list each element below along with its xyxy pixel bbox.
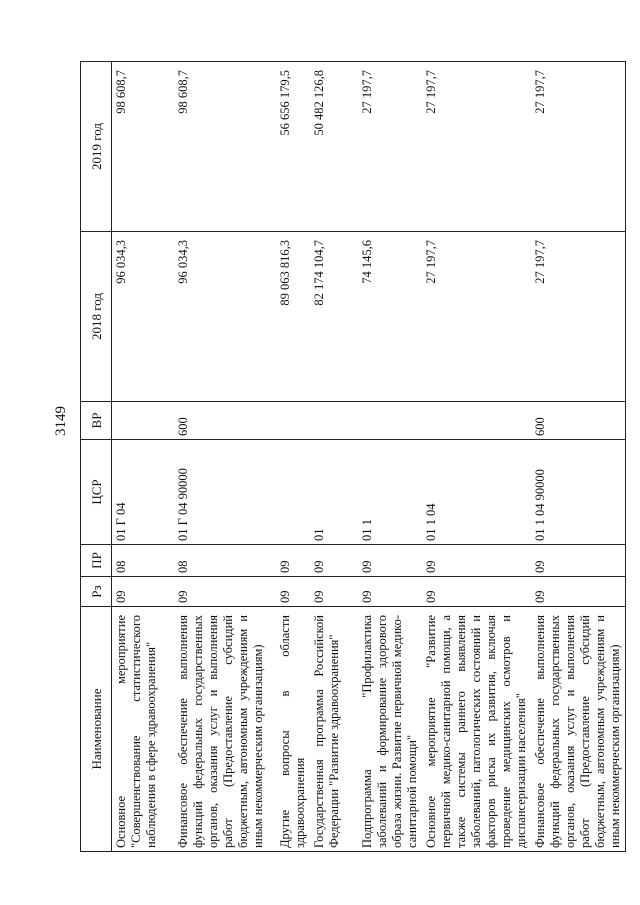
row-2018: 89 063 816,3 <box>276 232 310 402</box>
table-row <box>310 62 358 852</box>
row-rz: 09 <box>112 577 174 607</box>
row-pr: 09 <box>358 545 422 577</box>
table-row <box>276 62 310 852</box>
row-rz: 09 <box>310 577 358 607</box>
row-vr <box>310 402 358 440</box>
budget-table <box>80 61 626 852</box>
table-row <box>422 62 531 852</box>
row-rz: 09 <box>531 577 626 607</box>
col-vr: ВР <box>81 402 112 440</box>
row-pr: 09 <box>310 545 358 577</box>
row-vr <box>112 402 174 440</box>
col-pr: ПР <box>81 545 112 577</box>
row-2019: 98 608,7 <box>112 62 174 232</box>
row-2018: 27 197,7 <box>531 232 626 402</box>
page-number: 3149 <box>53 406 69 436</box>
row-csr: 01 <box>310 440 358 545</box>
row-csr: 01 1 04 <box>422 440 531 545</box>
row-2019: 27 197,7 <box>422 62 531 232</box>
row-rz: 09 <box>422 577 531 607</box>
row-rz: 09 <box>174 577 276 607</box>
table-row <box>174 62 276 852</box>
row-csr <box>276 440 310 545</box>
row-pr: 09 <box>422 545 531 577</box>
col-2018: 2018 год <box>81 232 112 402</box>
row-rz: 09 <box>358 577 422 607</box>
row-name: Подпрограмма "Профилактика заболеваний и формирование здорового образа жизни. Развитие первичной медико-санитарной помощи" <box>358 607 422 852</box>
row-name: Финансовое обеспечение выполнения функций федеральных государственных органов, оказания услуг и выполнения работ (Предоставление субсидий бюджетным, автономным учреждениям и иным некоммерческим организациям) <box>174 607 276 852</box>
row-pr: 09 <box>531 545 626 577</box>
row-vr <box>276 402 310 440</box>
row-rz: 09 <box>276 577 310 607</box>
row-2019: 98 608,7 <box>174 62 276 232</box>
row-name: Государственная программа Российской Федерации "Развитие здравоохранения" <box>310 607 358 852</box>
row-pr: 08 <box>174 545 276 577</box>
row-2019: 50 482 126,8 <box>310 62 358 232</box>
row-vr: 600 <box>531 402 626 440</box>
col-2019: 2019 год <box>81 62 112 232</box>
row-name: Финансовое обеспечение выполнения функций федеральных государственных органов, оказания услуг и выполнения работ (Предоставление субсидий бюджетным, автономным учреждениям и иным некоммерческим организациям) <box>531 607 626 852</box>
row-2019: 27 197,7 <box>358 62 422 232</box>
row-2018: 96 034,3 <box>174 232 276 402</box>
row-pr: 08 <box>112 545 174 577</box>
table-row <box>112 62 174 852</box>
row-vr: 600 <box>174 402 276 440</box>
row-2018: 27 197,7 <box>422 232 531 402</box>
row-vr <box>422 402 531 440</box>
row-name: Основное мероприятие "Совершенствование статистического наблюдения в сфере здравоохранения" <box>112 607 174 852</box>
row-vr <box>358 402 422 440</box>
row-csr: 01 Г 04 <box>112 440 174 545</box>
row-pr: 09 <box>276 545 310 577</box>
table-row <box>531 62 626 852</box>
table-header <box>81 62 112 852</box>
row-name: Основное мероприятие "Развитие первичной медико-санитарной помощи, а также системы раннего выявления заболеваний, патологических состояний и факторов риска их развития, включая проведение медицинских осмотров и диспансеризации населения" <box>422 607 531 852</box>
row-2019: 27 197,7 <box>531 62 626 232</box>
row-2018: 96 034,3 <box>112 232 174 402</box>
row-csr: 01 Г 04 90000 <box>174 440 276 545</box>
row-csr: 01 1 04 90000 <box>531 440 626 545</box>
row-2018: 74 145,6 <box>358 232 422 402</box>
row-2019: 56 656 179,5 <box>276 62 310 232</box>
row-csr: 01 1 <box>358 440 422 545</box>
col-name: Наименование <box>81 607 112 852</box>
row-2018: 82 174 104,7 <box>310 232 358 402</box>
table-row <box>358 62 422 852</box>
row-name: Другие вопросы в области здравоохранения <box>276 607 310 852</box>
rotated-page <box>80 62 622 852</box>
col-rz: Рз <box>81 577 112 607</box>
col-csr: ЦСР <box>81 440 112 545</box>
